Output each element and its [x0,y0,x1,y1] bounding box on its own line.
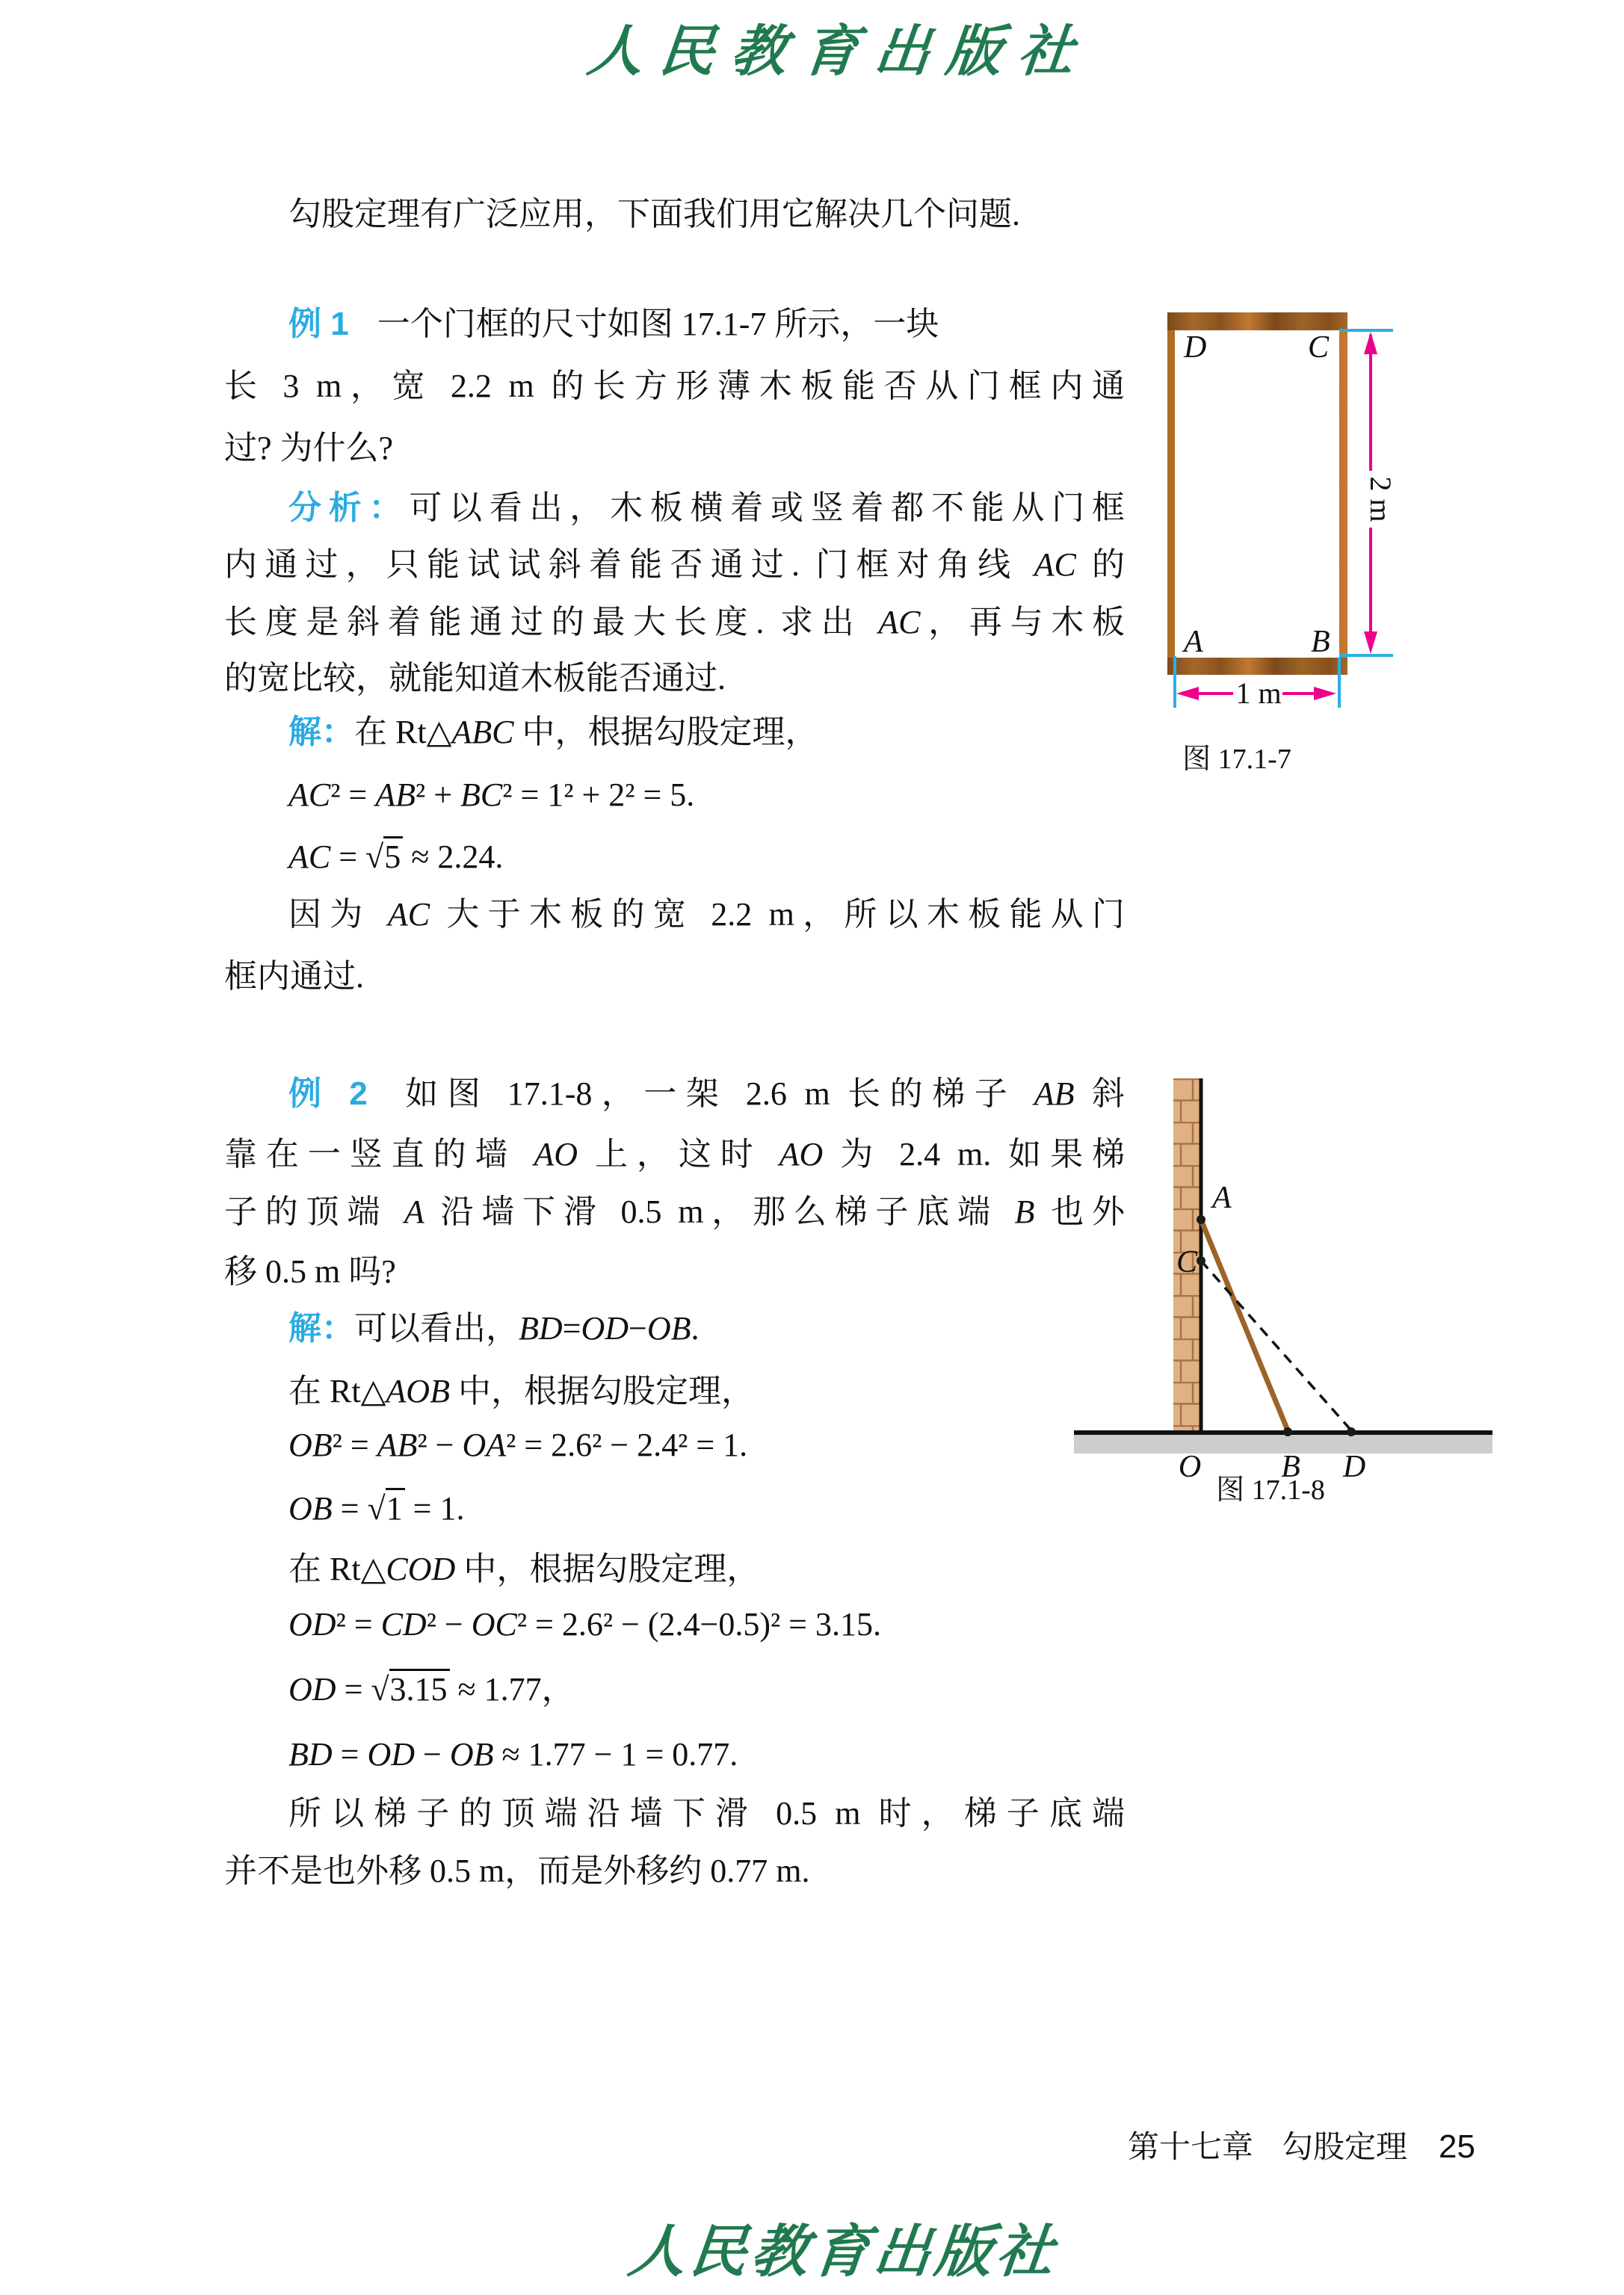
line-text: 可以看出，木板横着或竖着都不能从门框 [409,489,1125,526]
text-line [224,657,726,700]
line-text: OB = √1 = 1. [288,1488,464,1527]
footer-section-title: 勾股定理 [1282,2131,1408,2165]
label-A: A [1184,625,1203,659]
text-line [288,1424,747,1467]
paragraph-label: 解： [288,714,354,750]
figure-door-frame [1151,299,1420,792]
label-B: B [1281,1450,1300,1484]
label-C: C [1176,1245,1197,1279]
label-C: C [1308,330,1330,365]
paragraph-label: 分析： [288,489,410,526]
height-dimension-label: 2 m [1364,476,1398,522]
label-D: D [1184,330,1207,365]
text-line [288,1668,575,1711]
publisher-watermark-top: 人民教育出版社 [584,22,1093,83]
text-line [224,543,1125,587]
text-line [288,1072,1125,1116]
line-text: 过? 为什么? [224,430,394,466]
line-text: AC = √5 ≈ 2.24. [288,836,503,875]
line-text: 勾股定理有广泛应用，下面我们用它解决几个问题. [288,196,1020,232]
text-line [224,601,1125,644]
footer-chapter: 第十七章 [1128,2131,1254,2165]
line-text: 长 3 m，宽 2.2 m 的长方形薄木板能否从门框内通 [224,368,1125,404]
line-text: 因为 AC 大于木板的宽 2.2 m，所以木板能从门 [288,896,1126,933]
text-line [288,303,939,346]
line-text: OD = √3.15 ≈ 1.77， [288,1669,575,1708]
line-text: 在 Rt△ABC 中，根据勾股定理， [354,714,818,750]
paragraph-label: 例 1 [288,306,349,342]
paragraph-label: 例 2 [288,1075,368,1112]
text-line [288,1548,759,1591]
figure1-caption: 图 17.1-7 [1182,744,1291,775]
line-text: 长度是斜着能通过的最大长度. 求出 AC，再与木板 [224,604,1126,640]
text-line [288,1792,1125,1835]
line-text: 可以看出，BD=OD−OB. [354,1310,700,1347]
text-line [224,955,364,998]
line-text: OB² = AB² − OA² = 2.6² − 2.4² = 1. [288,1427,748,1463]
text-line [224,365,1125,408]
line-text: 内通过，只能试试斜着能否通过. 门框对角线 AC 的 [224,546,1126,583]
text-line [224,1133,1125,1176]
text-line [288,835,503,879]
line-text: 框内通过. [224,958,364,995]
line-text: 在 Rt△COD 中，根据勾股定理， [288,1551,760,1587]
publisher-watermark-bottom: 人民教育出版社 [625,2221,1061,2284]
door-opening [1175,330,1339,658]
text-line [288,711,818,754]
line-text: 靠在一竖直的墙 AO 上，这时 AO 为 2.4 m. 如果梯 [224,1136,1126,1173]
text-line [224,1250,396,1294]
page-number: 25 [1439,2128,1475,2165]
line-text: 的宽比较，就能知道木板能否通过. [224,660,726,696]
paragraph-label: 解： [288,1310,354,1347]
label-O: O [1178,1450,1202,1484]
line-text: 一个门框的尺寸如图 17.1-7 所示，一块 [377,306,939,342]
line-text: 所以梯子的顶端沿墙下滑 0.5 m 时，梯子底端 [288,1795,1125,1832]
text-line [288,893,1125,936]
text-line [288,1603,881,1646]
text-line [288,487,1125,530]
text-line [288,1733,738,1776]
text-line [288,1487,464,1530]
line-text: 在 Rt△AOB 中，根据勾股定理， [288,1373,754,1409]
line-text: AC² = AB² + BC² = 1² + 2² = 5. [288,776,695,813]
figure2-caption: 图 17.1-8 [1216,1474,1325,1506]
label-B: B [1311,625,1330,659]
label-D: D [1342,1450,1366,1484]
line-text: 移 0.5 m 吗? [224,1253,396,1290]
line-text: 子的顶端 A 沿墙下滑 0.5 m，那么梯子底端 B 也外 [224,1193,1126,1230]
door-frame-wood [1167,312,1347,675]
line-text: 如图 17.1-8，一架 2.6 m 长的梯子 AB 斜 [395,1075,1125,1112]
text-line [288,773,694,817]
ladder-initial-AB [1201,1220,1288,1430]
text-line [224,1850,809,1893]
line-text: 并不是也外移 0.5 m，而是外移约 0.77 m. [224,1853,810,1889]
text-line [288,193,1020,236]
label-A: A [1212,1181,1232,1215]
line-text: OD² = CD² − OC² = 2.6² − (2.4−0.5)² = 3.15. [288,1606,881,1643]
line-text: BD = OD − OB ≈ 1.77 − 1 = 0.77. [288,1736,738,1773]
text-line [288,1370,754,1413]
text-line [288,1307,700,1350]
text-line [224,427,393,470]
width-dimension-label: 1 m [1235,676,1282,710]
figure-ladder [1069,1069,1502,1510]
page-footer [1128,2122,1475,2167]
text-line [224,1190,1125,1234]
